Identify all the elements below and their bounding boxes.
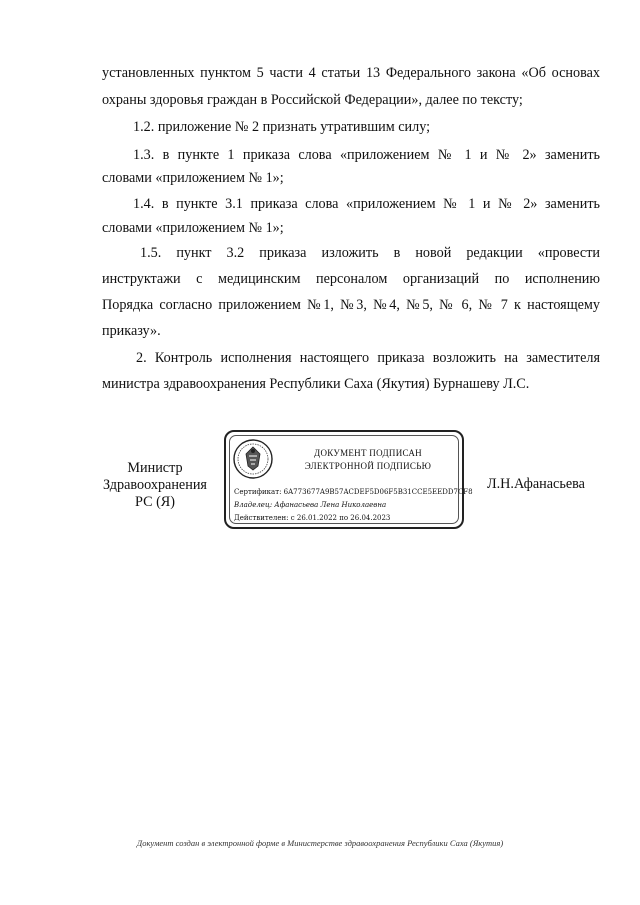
- list-item-1-2: 1.2. приложение № 2 признать утратившим силу;: [133, 119, 431, 135]
- signatory-name: Л.Н.Афанасьева: [487, 476, 585, 492]
- position-line: Здравоохранения: [103, 477, 207, 493]
- list-item-2: 2. Контроль исполнения настоящего приказа возложить на заместителя: [136, 350, 600, 366]
- stamp-certificate: Сертификат: 6A773677A9B57ACDEF5D06F5B31CCE5EEDD7CF8: [234, 488, 473, 496]
- stamp-title: ЭЛЕКТРОННОЙ ПОДПИСЬЮ: [304, 461, 432, 471]
- electronic-signature-stamp: [224, 430, 473, 529]
- list-item-1-4: 1.4. в пункте 3.1 приказа слова «приложением № 1 и № 2» заменить: [133, 196, 600, 212]
- list-item-1-3-cont: словами «приложением № 1»;: [102, 170, 284, 186]
- signatory-position: [80, 460, 230, 511]
- paragraph-line: охраны здоровья граждан в Российской Федерации», далее по тексту;: [102, 92, 523, 108]
- list-item-1-5-cont: инструктажи с медицинским персоналом организаций по исполнению: [102, 271, 600, 287]
- position-line: Министр: [127, 460, 183, 476]
- list-item-1-5-cont: Порядка согласно приложением №1, №3, №4, №5, № 6, № 7 к настоящему: [102, 297, 600, 313]
- coat-of-arms-emblem-icon: [232, 438, 274, 480]
- list-item-1-5-cont: приказу».: [102, 323, 161, 339]
- list-item-1-3: 1.3. в пункте 1 приказа слова «приложением № 1 и № 2» заменить: [133, 147, 600, 163]
- list-item-1-5: 1.5. пункт 3.2 приказа изложить в новой редакции «провести: [140, 245, 600, 261]
- paragraph-line: установленных пунктом 5 части 4 статьи 13 Федерального закона «Об основах: [102, 65, 600, 81]
- footer-note: Документ создан в электронной форме в Министерстве здравоохранения Республики Саха (Якутия): [136, 838, 504, 848]
- stamp-title: ДОКУМЕНТ ПОДПИСАН: [314, 448, 422, 458]
- stamp-validity: Действителен: с 26.01.2022 по 26.04.2023: [234, 514, 391, 522]
- position-line: РС (Я): [135, 494, 175, 510]
- stamp-owner: Владелец: Афанасьева Лена Николаевна: [234, 501, 387, 509]
- list-item-1-4-cont: словами «приложением № 1»;: [102, 220, 284, 236]
- list-item-2-cont: министра здравоохранения Республики Саха (Якутия) Бурнашеву Л.С.: [102, 376, 530, 392]
